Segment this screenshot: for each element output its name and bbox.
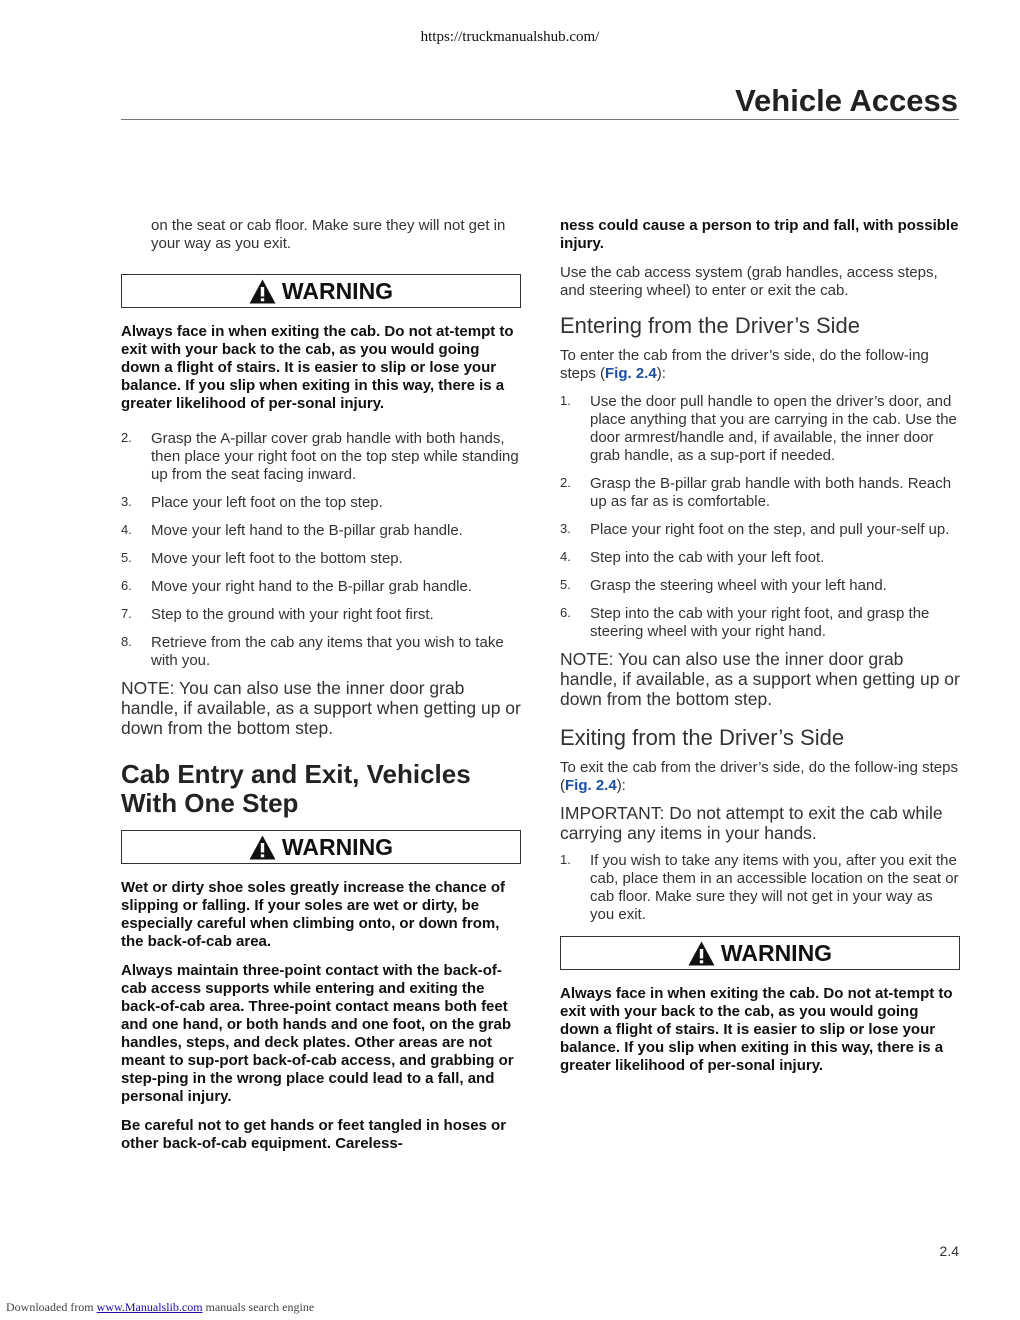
step-number: 6.	[121, 578, 132, 593]
right-column	[560, 217, 960, 1075]
exiting-heading: Exiting from the Driver’s Side	[560, 725, 845, 750]
note-text: NOTE: You can also use the inner door grab handle, if available, as a support when getting up or down from the bottom step.	[121, 678, 521, 738]
list-item	[121, 578, 521, 596]
warning-box	[121, 274, 521, 308]
step-number: 8.	[121, 634, 132, 649]
manualslib-link[interactable]: www.Manualslib.com	[96, 1300, 203, 1314]
step-number: 5.	[121, 550, 132, 565]
warning-label: WARNING	[281, 277, 394, 304]
step-text: Move your left foot to the bottom step.	[151, 550, 403, 567]
step-number: 3.	[560, 521, 571, 536]
exit-steps-list	[121, 430, 521, 670]
step-number: 3.	[121, 494, 132, 509]
list-item	[560, 521, 960, 539]
list-item	[560, 549, 960, 567]
step-text: Grasp the steering wheel with your left hand.	[590, 577, 887, 594]
list-item	[560, 852, 960, 924]
step-text: Move your right hand to the B-pillar grab handle.	[151, 578, 473, 595]
step-number: 2.	[560, 475, 571, 490]
list-item	[121, 634, 521, 670]
list-item	[121, 430, 521, 484]
step-text: Grasp the B-pillar grab handle with both hands. Reach up as far as is comfortable.	[590, 475, 952, 510]
figure-link[interactable]: Fig. 2.4	[605, 365, 657, 382]
step-text: Place your right foot on the step, and pull your-self up.	[590, 521, 950, 538]
step-number: 7.	[121, 606, 132, 621]
warning-label: WARNING	[720, 939, 833, 966]
entering-intro: To enter the cab from the driver’s side, do the follow-ing steps (Fig. 2.4):	[560, 347, 929, 382]
list-item	[121, 522, 521, 540]
section-title: Vehicle Access	[735, 83, 958, 118]
step-text: Step into the cab with your right foot, and grasp the steering wheel with your right hand.	[590, 605, 930, 640]
warning-box	[560, 936, 960, 970]
warning-text: Always maintain three-point contact with the back-of-cab access supports while entering and exiting the back-of-cab area. Three-point contact means both feet and one hand, or both hands and one foot, on the grab handles, steps, and deck plates. Other areas are not meant to sup-port back-of-cab access, and grabbing or step-ping in the wrong place could lead to a fall, and personal injury.	[121, 962, 514, 1105]
page-number: 2.4	[939, 1243, 959, 1259]
warning-text: Always face in when exiting the cab. Do not at-tempt to exit with your back to the cab, as you would going down a flight of stairs. It is easier to slip or lose your balance. If you slip when exiting in this way, there is a greater likelihood of per-sonal injury.	[121, 323, 514, 412]
step-text: Retrieve from the cab any items that you wish to take with you.	[151, 634, 504, 669]
step-text: Move your left hand to the B-pillar grab handle.	[151, 522, 463, 539]
list-item	[121, 606, 521, 624]
step-text: Step into the cab with your left foot.	[590, 549, 825, 566]
step-number: 4.	[121, 522, 132, 537]
step-text: If you wish to take any items with you, after you exit the cab, place them in an accessible location on the seat or cab floor. Make sure they will not get in your way as you exit.	[590, 852, 959, 923]
warning-text: Be careful not to get hands or feet tangled in hoses or other back-of-cab equipment. Careless-	[121, 1117, 507, 1152]
list-item	[121, 494, 521, 512]
header-rule	[121, 119, 959, 120]
intro-text: on the seat or cab floor. Make sure they will not get in your way as you exit.	[151, 217, 506, 252]
important-text: IMPORTANT: Do not attempt to exit the cab while carrying any items in your hands.	[560, 803, 943, 843]
warning-triangle-icon	[249, 279, 276, 304]
warning-text: Always face in when exiting the cab. Do not at-tempt to exit with your back to the cab, as you would going down a flight of stairs. It is easier to slip or lose your balance. If you slip when exiting in this way, there is a greater likelihood of per-sonal injury.	[560, 985, 953, 1074]
warning-text-continued: ness could cause a person to trip and fall, with possible injury.	[560, 217, 959, 252]
section-heading: Cab Entry and Exit, Vehicles With One Step	[121, 759, 471, 818]
entering-heading: Entering from the Driver’s Side	[560, 313, 860, 338]
step-number: 4.	[560, 549, 571, 564]
step-text: Grasp the A-pillar cover grab handle with both hands, then place your right foot on the top step while standing up from the seat facing inward.	[151, 430, 519, 483]
step-number: 1.	[560, 852, 571, 867]
step-text: Step to the ground with your right foot first.	[151, 606, 434, 623]
note-text: NOTE: You can also use the inner door grab handle, if available, as a support when getting up or down from the bottom step.	[560, 649, 960, 709]
warning-triangle-icon	[249, 835, 276, 860]
step-text: Place your left foot on the top step.	[151, 494, 383, 511]
step-number: 5.	[560, 577, 571, 592]
step-number: 1.	[560, 393, 571, 408]
list-item	[560, 577, 960, 595]
entering-steps-list	[560, 393, 960, 641]
warning-text: Wet or dirty shoe soles greatly increase the chance of slipping or falling. If your soles are wet or dirty, be especially careful when climbing onto, or down from, the back-of-cab area.	[121, 879, 506, 950]
exiting-steps-list	[560, 852, 960, 924]
list-item	[560, 475, 960, 511]
source-url: https://truckmanualshub.com/	[420, 29, 600, 45]
step-text: Use the door pull handle to open the driver’s door, and place anything that you are carrying in the cab. Use the door armrest/handle and, if available, the inner door grab handle, as a sup-port if needed.	[590, 393, 957, 464]
list-item	[560, 393, 960, 465]
download-footer: Downloaded from www.Manualslib.com manuals search engine	[6, 1300, 315, 1314]
warning-box	[121, 830, 521, 864]
access-system-text: Use the cab access system (grab handles, access steps, and steering wheel) to enter or exit the cab.	[560, 264, 938, 299]
left-column	[121, 217, 521, 1153]
exiting-intro: To exit the cab from the driver’s side, do the follow-ing steps (Fig. 2.4):	[560, 759, 958, 794]
step-number: 2.	[121, 430, 132, 445]
warning-triangle-icon	[688, 941, 715, 966]
list-item	[121, 550, 521, 568]
list-item	[560, 605, 960, 641]
step-number: 6.	[560, 605, 571, 620]
figure-link[interactable]: Fig. 2.4	[565, 777, 617, 794]
warning-label: WARNING	[281, 833, 394, 860]
